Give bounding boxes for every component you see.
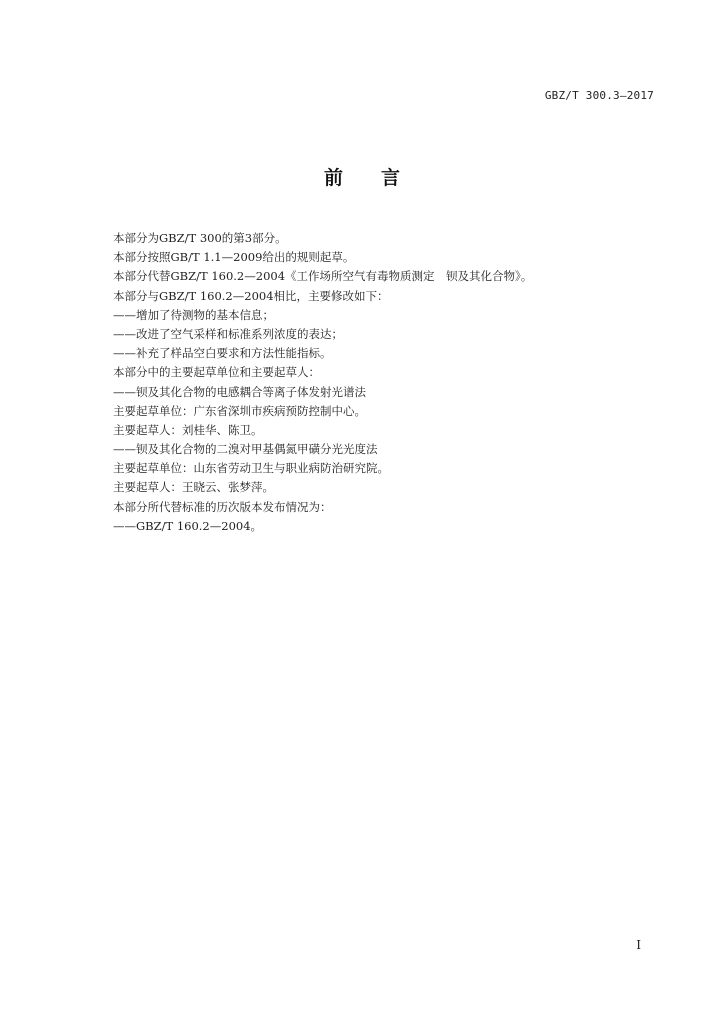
list-item: ——增加了待测物的基本信息； [113, 307, 274, 322]
paragraph: 本部分所代替标准的历次版本发布情况为： [113, 499, 332, 514]
paragraph: 主要起草单位：广东省深圳市疾病预防控制中心。 [113, 403, 366, 418]
list-item: ——GBZ/T 160.2—2004。 [113, 518, 263, 533]
list-item: ——钡及其化合物的电感耦合等离子体发射光谱法 [113, 384, 366, 399]
list-item: ——改进了空气采样和标准系列浓度的表达； [113, 326, 343, 341]
preface-body [113, 229, 673, 536]
page-title: 前 言 [323, 167, 400, 189]
paragraph: 本部分按照GB/T 1.1—2009给出的规则起草。 [113, 250, 355, 265]
paragraph: 本部分与GBZ/T 160.2—2004相比，主要修改如下： [113, 288, 389, 303]
paragraph: 主要起草人：王晓云、张梦萍。 [113, 480, 274, 495]
paragraph: 主要起草人：刘桂华、陈卫。 [113, 422, 263, 437]
paragraph: 本部分中的主要起草单位和主要起草人： [113, 365, 320, 380]
paragraph: 本部分为GBZ/T 300的第3部分。 [113, 231, 287, 245]
list-item: ——钡及其化合物的二溴对甲基偶氮甲磺分光光度法 [113, 442, 378, 457]
paragraph: 本部分代替GBZ/T 160.2—2004《工作场所空气有毒物质测定 钡及其化合物》。 [113, 269, 533, 284]
page-number: I [636, 938, 641, 952]
list-item: ——补充了样品空白要求和方法性能指标。 [113, 346, 332, 361]
paragraph: 主要起草单位：山东省劳动卫生与职业病防治研究院。 [113, 461, 389, 476]
document-id: GBZ/T 300.3—2017 [544, 89, 654, 102]
